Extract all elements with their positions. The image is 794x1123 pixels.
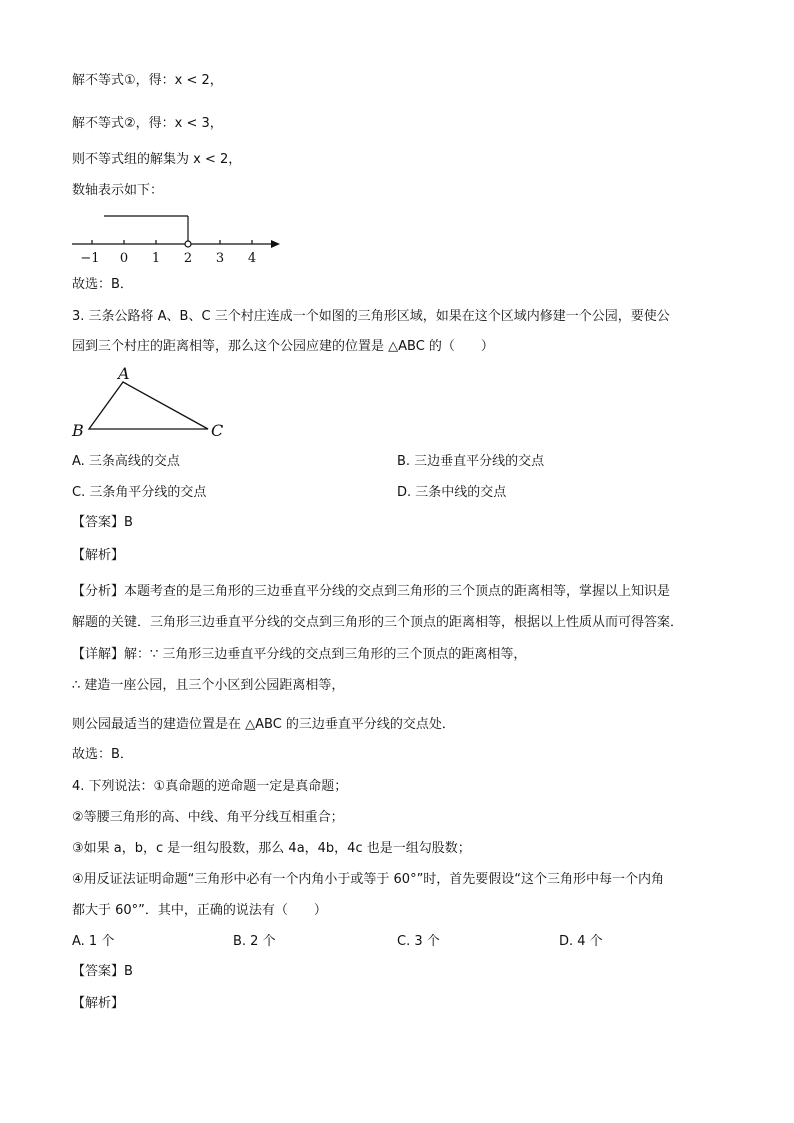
q3-option-d: D. 三条中线的交点 xyxy=(397,485,507,500)
q4-explanation-heading: 【解析】 xyxy=(72,996,125,1011)
tick-label: 3 xyxy=(215,251,225,266)
question-4-line-5: 都大于 60°”．其中，正确的说法有（ ） xyxy=(72,903,327,918)
vertex-label-b: B xyxy=(72,421,84,440)
q3-analysis-line-2: 解题的关键．三角形三边垂直平分线的交点到三角形的三个顶点的距离相等，根据以上性质从而可得答案． xyxy=(72,615,684,630)
q4-option-d: D. 4 个 xyxy=(559,934,603,949)
question-4-line-1: 4. 下列说法：①真命题的逆命题一定是真命题； xyxy=(72,779,348,794)
solve-ineq-2: 解不等式②，得：x < 3， xyxy=(72,116,223,131)
q3-detail-line-3: 则公园最适当的建造位置是在 △ABC 的三边垂直平分线的交点处． xyxy=(72,717,455,732)
tick-label: 0 xyxy=(119,251,129,266)
q3-answer: 【答案】B xyxy=(72,515,133,530)
q4-answer: 【答案】B xyxy=(72,964,133,979)
solution-set: 则不等式组的解集为 x < 2， xyxy=(72,152,242,167)
q4-option-b: B. 2 个 xyxy=(233,934,276,949)
question-3-line-2: 园到三个村庄的距离相等，那么这个公园应建的位置是 △ABC 的（ ） xyxy=(72,339,494,354)
q3-explanation-heading: 【解析】 xyxy=(72,548,125,563)
number-line-caption: 数轴表示如下： xyxy=(72,183,164,198)
q3-choose-line: 故选：B． xyxy=(72,747,133,762)
question-3-line-1: 3. 三条公路将 A、B、C 三个村庄连成一个如图的三角形区域，如果在这个区域内修建一个公园，要使公 xyxy=(72,309,670,324)
vertex-label-c: C xyxy=(211,421,224,440)
q3-detail-line-2: ∴ 建造一座公园，且三个小区到公园距离相等， xyxy=(72,678,345,693)
triangle-figure xyxy=(68,362,238,444)
vertex-label-a: A xyxy=(118,364,130,383)
q3-detail-line-1: 【详解】解：∵ 三角形三边垂直平分线的交点到三角形的三个顶点的距离相等， xyxy=(72,647,527,662)
tick-label: 2 xyxy=(183,251,193,266)
q3-option-c: C. 三条角平分线的交点 xyxy=(72,485,207,500)
q3-analysis-line-1: 【分析】本题考查的是三角形的三边垂直平分线的交点到三角形的三个顶点的距离相等，掌握以上知识是 xyxy=(72,584,671,599)
question-4-line-3: ③如果 a，b，c 是一组勾股数，那么 4a，4b，4c 也是一组勾股数； xyxy=(72,841,471,856)
question-4-line-2: ②等腰三角形的高、中线、角平分线互相重合； xyxy=(72,810,344,825)
number-line-figure xyxy=(70,208,285,266)
q3-option-b: B. 三边垂直平分线的交点 xyxy=(397,454,545,469)
question-4-line-4: ④用反证法证明命题“三角形中必有一个内角小于或等于 60°”时，首先要假设“这个三角形中每一个内角 xyxy=(72,872,665,887)
tick-label: 4 xyxy=(247,251,257,266)
q4-option-c: C. 3 个 xyxy=(397,934,440,949)
q4-option-a: A. 1 个 xyxy=(72,934,115,949)
tick-label: 1 xyxy=(151,251,161,266)
tick-label: −1 xyxy=(80,251,100,266)
choose-line: 故选：B． xyxy=(72,277,133,292)
q3-option-a: A. 三条高线的交点 xyxy=(72,454,180,469)
solve-ineq-1: 解不等式①，得：x < 2， xyxy=(72,73,223,88)
